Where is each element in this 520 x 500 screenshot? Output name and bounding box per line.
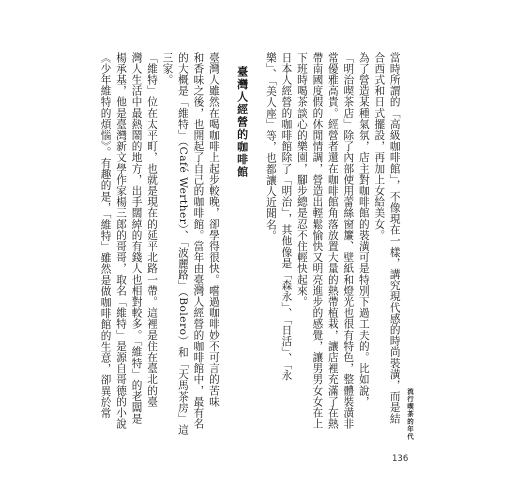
text-column: 「明治喫茶店」除了內部使用蕾絲窗簾、壁紙和燈光也很有特色，整體裝潢非 xyxy=(342,52,355,430)
text-column: 樂」、「美人座」等，也都讓人近聞名。 xyxy=(264,52,277,242)
text-column: 和香味之後，也開起了自己的咖啡館。當年由臺灣人經營的咖啡館中，最有名 xyxy=(192,52,205,430)
text-column: 為了營造某種氣氛，店主對咖啡館的裝潢可是特別下過工夫的。比如說， xyxy=(357,52,370,408)
text-column: 帶南國度假的休閒情調，營造出輕鬆愉快又明亮進步的感覺，讓男男女女在上 xyxy=(311,52,324,430)
running-title: 流行喫茶的年代 xyxy=(406,388,414,441)
text-column: 楊承基，他是臺灣新文學作家楊三郎的哥哥，取名「維特」是源自哥德的小說 xyxy=(115,52,128,430)
text-column: 的大概是「維特」（Café Werther）、「波麗路」（Bolero）和「天馬茶房」這 xyxy=(176,52,189,436)
column-spacer xyxy=(253,52,261,398)
text-column: 臺灣人雖然在喝咖啡上起步較晚，卻學得很快。嚐過咖啡妙不可言的苦味 xyxy=(207,52,220,408)
section-heading: 臺灣人經營的咖啡館 xyxy=(235,66,249,179)
text-column: 當時所謂的「高級咖啡館」，不像現在一樣，講究現代感的時尚裝潢，而是結 xyxy=(388,52,401,425)
text-column: 常優雅高貴。經營者還在咖啡館角落放置大量的熱帶植栽，讓店裡充滿了在熱 xyxy=(326,52,339,430)
text-column: 灣人生活中最熱鬧的地方，出手闊綽的有錢人也相對較多。「維特」的老闆是 xyxy=(130,52,143,425)
text-column: 日本人經營的咖啡館除了「明治」，其他像是「森永」、「日活」、「永 xyxy=(280,52,293,381)
vertical-text-block xyxy=(99,52,401,436)
column-spacer xyxy=(224,52,232,398)
text-column: 「維特」位在太平町，也就是現在的延平北路一帶。這裡是住在臺北的臺 xyxy=(146,52,158,408)
text-column: 《少年維特的煩惱》。有趣的是，「維特」雖然是做咖啡館的生意，卻異於常 xyxy=(99,52,112,419)
text-column: 下班時喝茶談心的樂園，腳步總是忍不住輕快起來。 xyxy=(295,52,308,308)
page-number: 136 xyxy=(392,454,409,464)
text-column: 合西式和日式擺設，再加上女給美女。 xyxy=(373,52,386,241)
text-column: 三家。 xyxy=(161,52,174,86)
